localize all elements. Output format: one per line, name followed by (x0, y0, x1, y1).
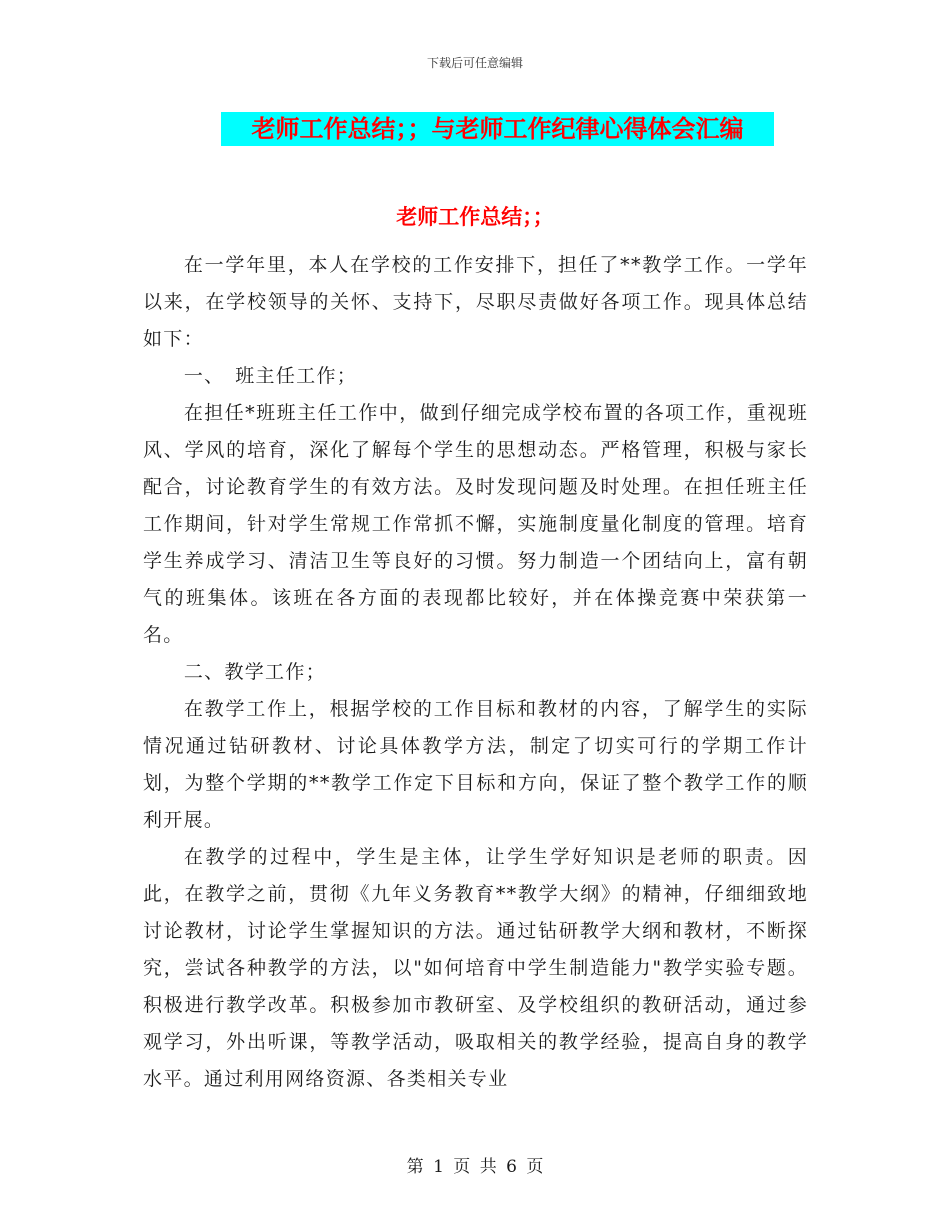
body-paragraph-intro: 在一学年里，本人在学校的工作安排下，担任了**教学工作。一学年以来，在学校领导的关怀、支持下，尽职尽责做好各项工作。现具体总结如下： (143, 254, 808, 350)
header-note: 下载后可任意编辑 (426, 56, 523, 70)
body-paragraph-class-teacher: 在担任*班班主任工作中，做到仔细完成学校布置的各项工作，重视班风、学风的培育，深化了解每个学生的思想动态。严格管理，积极与家长配合，讨论教育学生的有效方法。及时发现问题及时处理。在担任班主任工作期间，针对学生常规工作常抓不懈，实施制度量化制度的管理。培育学生养成学习、清洁卫生等良好的习惯。努力制造一个团结向上，富有朝气的班集体。该班在各方面的表现都比较好，并在体操竞赛中荣获第一名。 (143, 402, 808, 646)
page-footer: 第 1 页 共 6 页 (406, 1157, 544, 1177)
document-body (143, 247, 808, 1098)
body-paragraph-teaching-process: 在教学的过程中，学生是主体，让学生学好知识是老师的职责。因此，在教学之前，贯彻《九年义务教育**教学大纲》的精神，仔细细致地讨论教材，讨论学生掌握知识的方法。通过钻研教学大纲和教材，不断探究，尝试各种教学的方法，以"如何培育中学生制造能力"教学实验专题。积极进行教学改革。积极参加市教研室、及学校组织的教研活动，通过参观学习，外出听课，等教学活动，吸取相关的教学经验，提高自身的教学水平。通过利用网络资源、各类相关专业 (143, 846, 808, 1090)
body-paragraph-teaching-plan: 在教学工作上，根据学校的工作目标和教材的内容，了解学生的实际情况通过钻研教材、讨论具体教学方法，制定了切实可行的学期工作计划，为整个学期的**教学工作定下目标和方向，保证了整个教学工作的顺利开展。 (143, 698, 808, 831)
document-title: 老师工作总结；；与老师工作纪律心得体会汇编 (221, 112, 774, 146)
section-title: 老师工作总结；； (396, 205, 554, 229)
heading-teaching-work: 二、教学工作； (183, 661, 326, 683)
heading-class-teacher-work: 一、 班主任工作； (183, 365, 358, 387)
